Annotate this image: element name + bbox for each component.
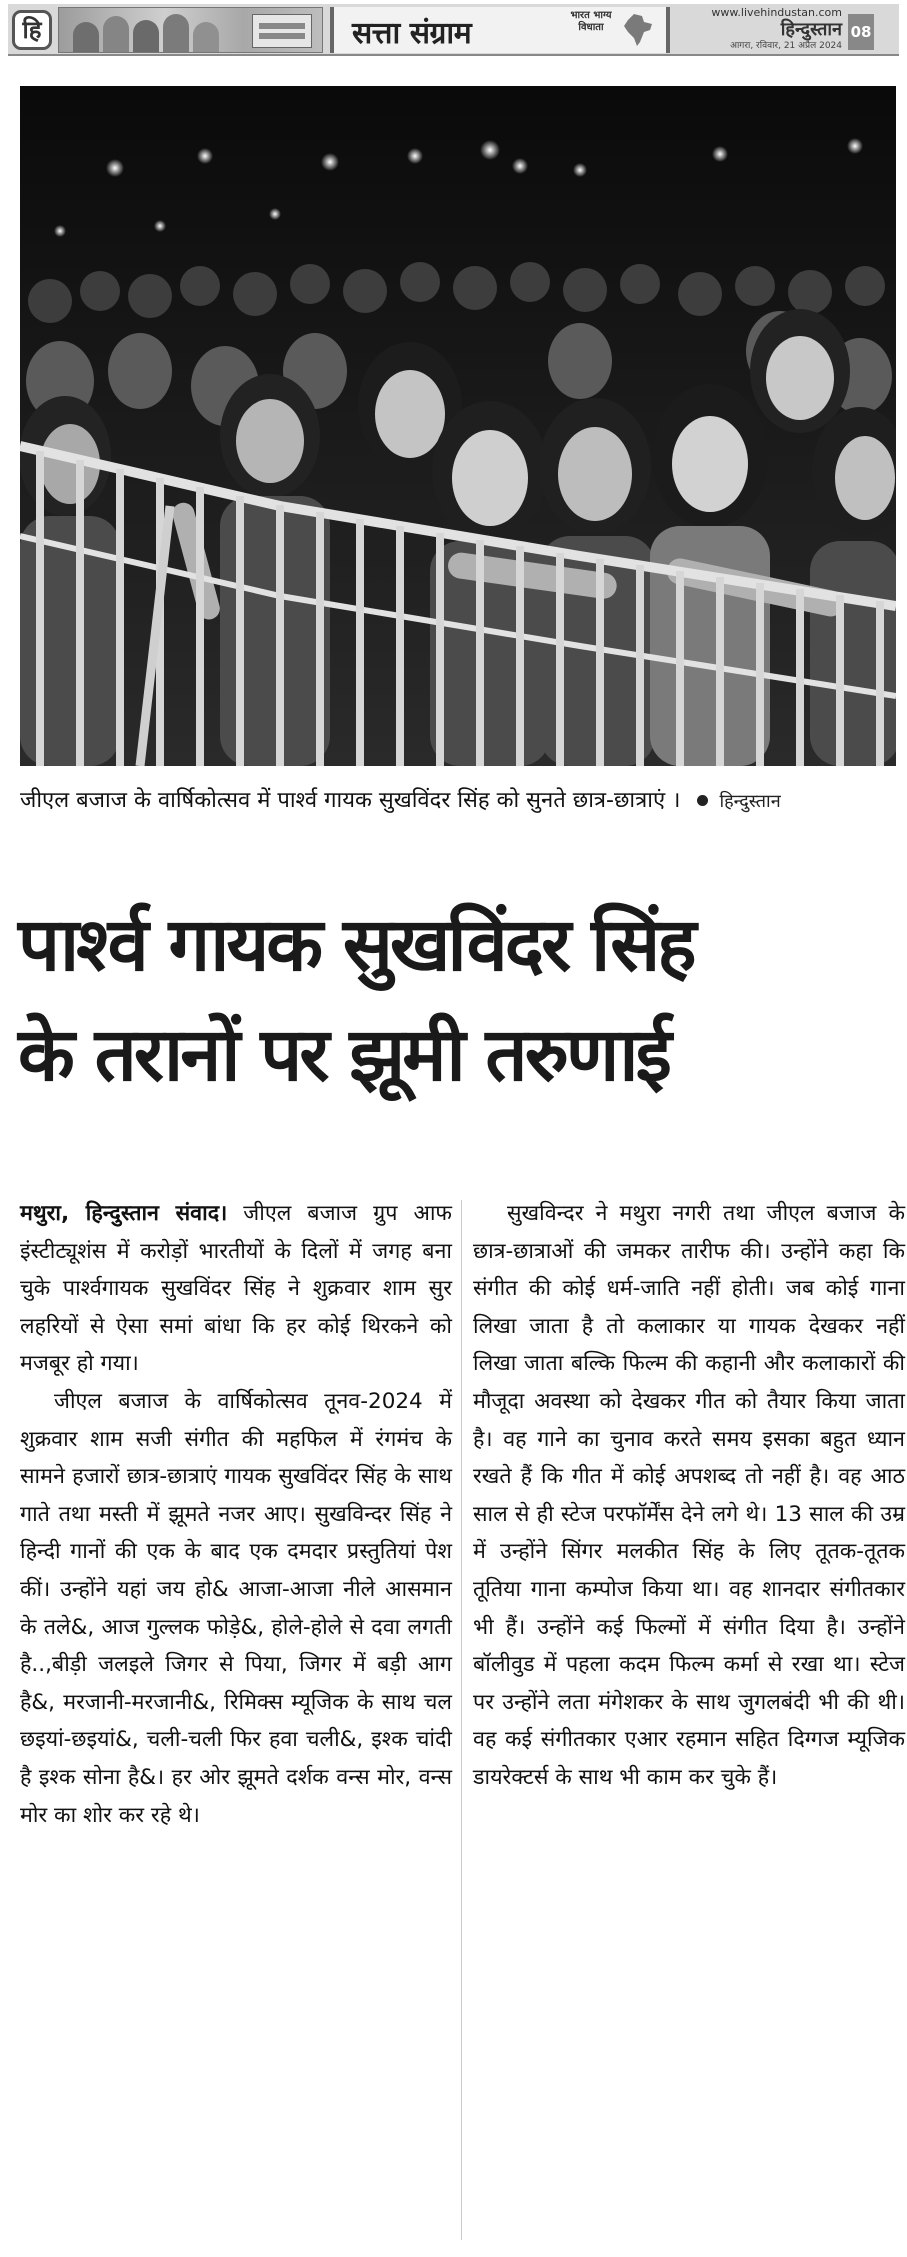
crowd-photo	[20, 86, 896, 766]
article-column-left	[20, 1195, 452, 1834]
dateline: मथुरा, हिन्दुस्तान संवाद।	[20, 1201, 228, 1226]
section-title: सत्ता संग्राम	[352, 16, 472, 51]
election-emblem	[562, 10, 658, 50]
article-paragraph-2: जीएल बजाज के वार्षिकोत्सव तूनव-2024 में शुक्रवार शाम सजी संगीत की महफिल में रंगमंच के सामने हजारों छात्र-छात्राएं गायक सुखविंदर सिंह के साथ गाते तथा मस्ती में झूमते नजर आए। सुखविन्दर सिंह ने हिन्दी गानों की एक के बाद एक दमदार प्रस्तुतियां पेश कीं। उन्होंने यहां जय हो& आजा-आजा नीले आसमान के तले&, आज गुल्लक फोड़े&, होले-होले से दवा लगती है..,बीड़ी जलइले जिगर से पिया, जिगर में बड़ी आग है&, मरजानी-मरजानी&, रिमिक्स म्यूजिक के साथ चल छइयां-छइयां&, चली-चली फिर हवा चली&, इश्क चांदी है इश्क सोना है&। हर ओर झूमते दर्शक वन्स मोर, वन्स मोर का शोर कर रहे थे।	[20, 1388, 452, 1828]
crowd-photo-illustration	[20, 86, 896, 766]
emblem-text: भारत भाग्य विधाता	[570, 10, 612, 33]
article-paragraph-3: सुखविन्दर ने मथुरा नगरी तथा जीएल बजाज के छात्र-छात्राओं की जमकर तारीफ की। उन्होंने कहा कि संगीत की कोई धर्म-जाति नहीं होती। जब कोई गाना लिखा जाता है तो कलाकार या गायक देखकर नहीं लिखा जाता बल्कि फिल्म की कहानी और कलाकारों की मौजूदा अवस्था को देखकर गीत को तैयार किया जाता है। वह गाने का चुनाव करते समय इसका बहुत ध्यान रखते हैं कि गीत में कोई अपशब्द तो नहीं है। वह आठ साल से ही स्टेज परफॉर्मेंस देने लगे थे। 13 साल की उम्र में उन्होंने सिंगर मलकीत सिंह के लिए तूतक-तूतक तूतिया गाना कम्पोज किया था। वह शानदार संगीतकार भी हैं। उन्होंने कई फिल्मों में संगीत दिया है। उन्होंने बॉलीवुड में पहला कदम फिल्म कर्मा से रखा था। स्टेज पर उन्होंने लता मंगेशकर के साथ जुगलबंदी भी की थी। वह कई संगीतकार एआर रहमान सहित दिग्गज म्यूजिक डायरेक्टर्स के साथ भी काम कर चुके हैं।	[473, 1201, 905, 1790]
photo-caption	[20, 783, 890, 820]
article-paragraph-1	[20, 1195, 452, 1383]
headline-line-2: के तरानों पर झूमी तरुणाई	[18, 1012, 669, 1098]
column-divider	[461, 1200, 462, 2240]
paragraph-1-text: जीएल बजाज ग्रुप आफ इंस्टीट्यूशंस में करोड़ों भारतीयों के दिलों में जगह बना चुके पार्श्वगायक सुखविंदर सिंह ने शुक्रवार शाम सुर लहरियों से ऐसा समां बांधा कि हर कोई थिरकने को मजबूर हो गया।	[20, 1201, 452, 1377]
hindustan-logo: हि	[12, 10, 52, 50]
india-map-icon	[620, 12, 656, 48]
brand-name: हिन्दुस्तान	[780, 19, 842, 40]
bullet-icon	[697, 795, 708, 806]
article-column-right	[473, 1195, 905, 1797]
caption-text: जीएल बजाज के वार्षिकोत्सव में पार्श्व गायक सुखविंदर सिंह को सुनते छात्र-छात्राएं ।	[20, 788, 681, 813]
section-banner	[330, 7, 670, 53]
page-header	[8, 4, 899, 56]
headline	[18, 890, 898, 1110]
photo-credit: हिन्दुस्तान	[719, 791, 781, 812]
website-url: www.livehindustan.com	[711, 6, 842, 19]
headline-line-1: पार्श्व गायक सुखविंदर सिंह	[18, 902, 694, 988]
voting-machine-icon	[252, 14, 312, 48]
masthead-right	[684, 6, 874, 54]
page-number: 08	[848, 14, 874, 50]
election-banner-image	[58, 7, 323, 53]
edition-date: आगरा, रविवार, 21 अप्रैल 2024	[730, 41, 842, 51]
